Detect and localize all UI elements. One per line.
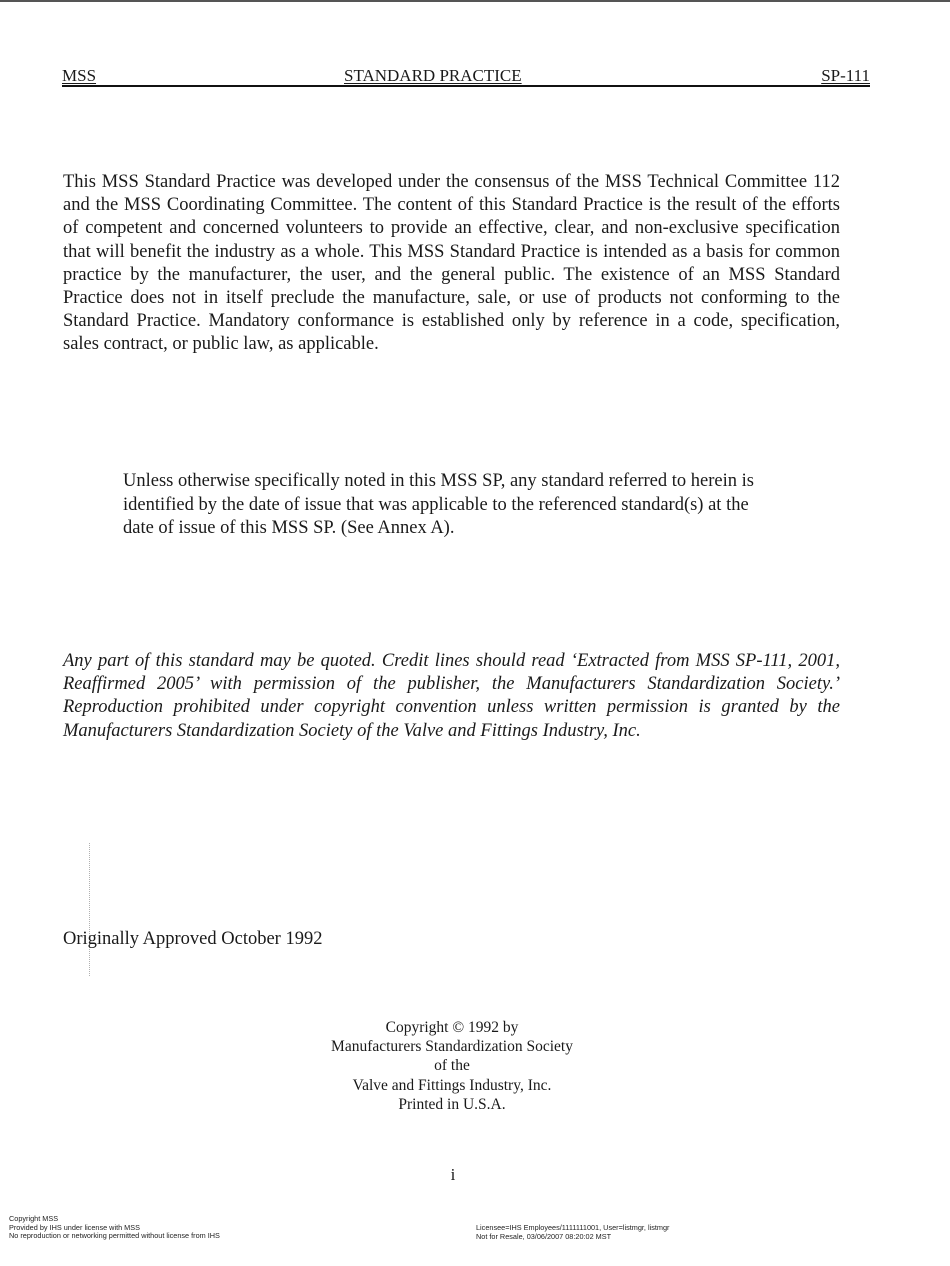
footer-provided-by: Provided by IHS under license with MSS [9, 1222, 140, 1232]
printed-in: Printed in U.S.A. [398, 1095, 506, 1113]
header-org: MSS [62, 66, 97, 85]
page-header [62, 66, 870, 86]
footer-license-left [9, 1215, 220, 1241]
copyright-org: Manufacturers Standardization Society [331, 1038, 573, 1056]
scan-artifact-dotted-line [89, 843, 91, 976]
page-number: i [450, 1165, 456, 1184]
copyright-line: Copyright © 1992 by [385, 1019, 519, 1036]
header-rule [62, 85, 870, 87]
consensus-paragraph: This MSS Standard Practice was developed under the consensus of the MSS Technical Committee 112 and the MSS Coordinating Committee. The content of this Standard Practice is the result of the efforts of competent and concerned volunteers to provide an effective, clear, and non-exclusive specification that will benefit the industry as a whole. This MSS Standard Practice is intended as a basis for common practice by the manufacturer, the user, and the general public. The existence of an MSS Standard Practice does not in itself preclude the manufacture, sale, or use of products not conforming to the Standard Practice. Mandatory conformance is established only by reference in a code, specification, sales contract, or public law, as applicable. [63, 172, 840, 355]
referenced-standards-note: Unless otherwise specifically noted in this MSS SP, any standard referred to herein is identified by the date of issue that was applicable to the referenced standard(s) at the date of issue of this MSS SP. (See Annex A). [123, 471, 754, 538]
quotation-credit-paragraph: Any part of this standard may be quoted. Credit lines should read ‘Extracted from MSS SP-111, 2001, Reaffirmed 2005’ with permission of the publisher, the Manufacturers Standardization Society.’ Reproduction prohibited under copyright convention unless written permission is granted by the Manufacturers Standardization Society of the Valve and Fittings Industry, Inc. [63, 651, 840, 741]
top-border [0, 0, 950, 2]
footer-copyright: Copyright MSS [9, 1214, 59, 1223]
header-title: STANDARD PRACTICE [344, 66, 522, 85]
footer-license-right [476, 1224, 669, 1241]
copyright-industry: Valve and Fittings Industry, Inc. [352, 1076, 552, 1094]
footer-not-for-resale: Not for Resale, 03/06/2007 08:20:02 MST [476, 1231, 612, 1241]
copyright-block [302, 1018, 602, 1114]
header-doc-number: SP-111 [821, 66, 870, 85]
footer-no-reproduction: No reproduction or networking permitted without license from IHS [9, 1231, 220, 1241]
copyright-of: of the [434, 1057, 470, 1075]
footer-licensee: Licensee=IHS Employees/1111111001, User=listmgr, listmgr [476, 1223, 670, 1232]
approval-date: Originally Approved October 1992 [63, 929, 323, 949]
